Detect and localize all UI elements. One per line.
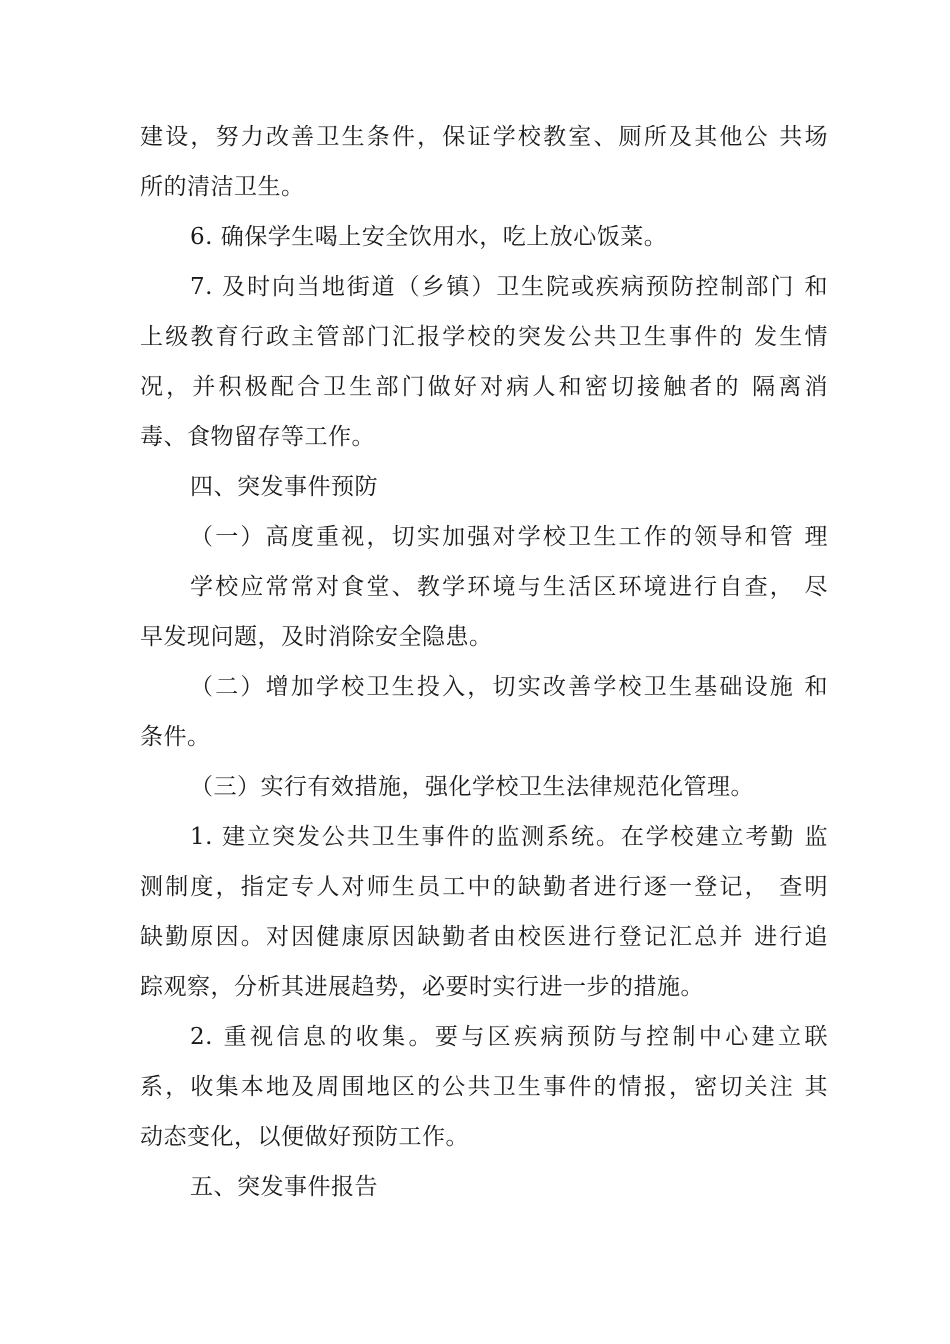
- text-line: 建设，努力改善卫生条件，保证学校教室、厕所及其他公 共场: [140, 124, 828, 150]
- text-line: 条件。: [140, 724, 211, 750]
- document-body: [140, 112, 828, 1212]
- section-heading: 五、突发事件报告: [190, 1174, 378, 1200]
- text-line: 况，并积极配合卫生部门做好对病人和密切接触者的 隔离消: [140, 374, 828, 400]
- text-line: 7. 及时向当地街道（乡镇）卫生院或疾病预防控制部门 和: [190, 274, 828, 300]
- text-line: 动态变化，以便做好预防工作。: [140, 1124, 469, 1150]
- text-line: 所的清洁卫生。: [140, 174, 305, 200]
- text-line: 缺勤原因。对因健康原因缺勤者由校医进行登记汇总并 进行追: [140, 924, 828, 950]
- subsection-heading: （二）增加学校卫生投入，切实改善学校卫生基础设施 和: [190, 674, 828, 700]
- section-heading: 四、突发事件预防: [190, 474, 378, 500]
- text-line: 6. 确保学生喝上安全饮用水，吃上放心饭菜。: [190, 224, 668, 250]
- text-line: 早发现问题，及时消除安全隐患。: [140, 624, 493, 650]
- subsection-heading: （三）实行有效措施，强化学校卫生法律规范化管理。: [190, 774, 754, 800]
- text-line: 系，收集本地及周围地区的公共卫生事件的情报，密切关注 其: [140, 1074, 828, 1100]
- text-line: 上级教育行政主管部门汇报学校的突发公共卫生事件的 发生情: [140, 324, 828, 350]
- text-line: 2. 重视信息的收集。要与区疾病预防与控制中心建立联: [190, 1024, 828, 1050]
- text-line: 毒、食物留存等工作。: [140, 424, 375, 450]
- text-line: 踪观察，分析其进展趋势，必要时实行进一步的措施。: [140, 974, 704, 1000]
- text-line: 学校应常常对食堂、教学环境与生活区环境进行自查， 尽: [190, 574, 828, 600]
- subsection-heading: （一）高度重视，切实加强对学校卫生工作的领导和管 理: [190, 524, 828, 550]
- text-line: 1. 建立突发公共卫生事件的监测系统。在学校建立考勤 监: [190, 824, 828, 850]
- text-line: 测制度，指定专人对师生员工中的缺勤者进行逐一登记， 查明: [140, 874, 828, 900]
